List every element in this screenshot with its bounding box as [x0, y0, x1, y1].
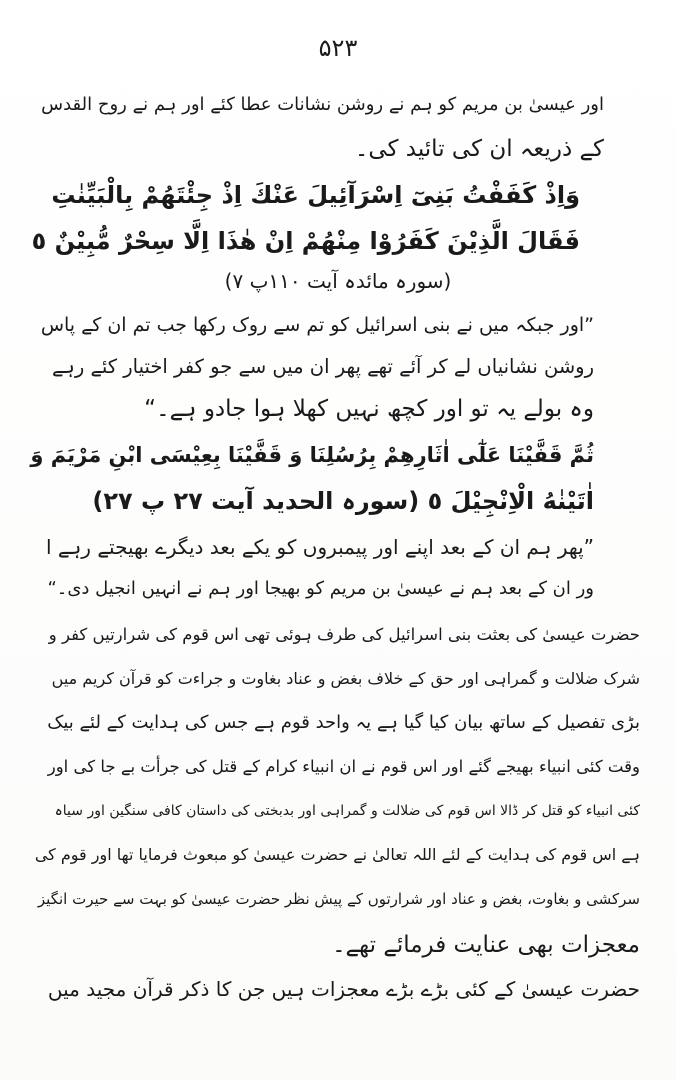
translation-line: ”پھر ہم ان کے بعد اپنے اور پیمبروں کو یکے بعد دیگرے بھیجتے رہے ا	[45, 535, 594, 559]
page-number: ۵۲۳	[318, 34, 358, 62]
paragraph-line: حضرت عیسیٰ کی بعثت بنی اسرائیل کی طرف ہوئی تھی اس قوم کی شرارتیں کفر و	[48, 625, 640, 644]
arabic-verse-line: وَاِذْ كَفَفْتُ بَنِىٓ اِسْرَآئِيلَ عَنْكَ اِذْ جِئْتَهُمْ بِالْبَيِّنٰتِ	[51, 181, 580, 209]
arabic-verse-line: فَقَالَ الَّذِيْنَ كَفَرُوْا مِنْهُمْ اِنْ هٰذَا اِلَّا سِحْرٌ مُّبِيْنٌ ٥	[31, 227, 580, 255]
arabic-verse-line: ثُمَّ قَفَّيْنَا عَلٰٓى اٰثَارِهِمْ بِرُسُلِنَا وَ قَفَّيْنَا بِعِيْسَى ابْنِ مَرْيَمَ وَ	[30, 443, 594, 467]
paragraph-line: وقت کئی انبیاء بھیجے گئے اور اس قوم نے ان انبیاء کرام کے قتل کی جرأت بے جا کی اور	[47, 757, 640, 776]
verse-reference: (سورہ مائدہ آیت ۱۱۰پ ۷)	[224, 269, 452, 293]
translation-line: ور ان کے بعد ہم نے عیسیٰ بن مریم کو بھیجا اور ہم نے انہیں انجیل دی۔“	[47, 578, 594, 599]
paragraph-line: معجزات بھی عنایت فرمائے تھے۔	[332, 932, 640, 958]
translation-line: وہ بولے یہ تو اور کچھ نہیں کھلا ہوا جادو ہے۔“	[144, 396, 594, 422]
paragraph-line: کئی انبیاء کو قتل کر ڈالا اس قوم کی ضلالت و گمراہی اور بدبختی کی داستان کافی سنگین اور سیاہ	[54, 803, 640, 819]
translation-line: روشن نشانیاں لے کر آئے تھے پھر ان میں سے جو کفر اختیار کئے رہے	[51, 355, 594, 378]
paragraph-line: بڑی تفصیل کے ساتھ بیان کیا گیا ہے یہ واحد قوم ہے جس کی ہدایت کے لئے بیک	[47, 712, 640, 733]
paragraph-line: حضرت عیسیٰ کے کئی بڑے بڑے معجزات ہیں جن کا ذکر قرآن مجید میں	[47, 977, 640, 1001]
text-line: کے ذریعہ ان کی تائید کی۔	[354, 136, 604, 162]
translation-line: ”اور جبکہ میں نے بنی اسرائیل کو تم سے روک رکھا جب تم ان کے پاس	[40, 314, 594, 336]
paragraph-line: شرک ضلالت و گمراہی اور حق کے خلاف بغض و عناد بغاوت و جراءت کو قرآن کریم میں	[51, 669, 640, 688]
text-line: اور عیسیٰ بن مریم کو ہم نے روشن نشانات عطا کئے اور ہم نے روح القدس	[41, 94, 604, 115]
paragraph-line: سرکشی و بغاوت، بغض و عناد اور شرارتوں کے پیش نظر حضرت عیسیٰ کو بہت سے حیرت انگیز	[37, 890, 640, 908]
paragraph-line: ہے اس قوم کی ہدایت کے لئے اللہ تعالیٰ نے حضرت عیسیٰ کو مبعوث فرمایا تھا اور قوم کی	[34, 845, 640, 864]
arabic-verse-line: اٰتَيْنٰهُ الْاِنْجِيْلَ ٥ (سورہ الحدید آیت ۲۷ پ ۲۷)	[92, 487, 594, 515]
